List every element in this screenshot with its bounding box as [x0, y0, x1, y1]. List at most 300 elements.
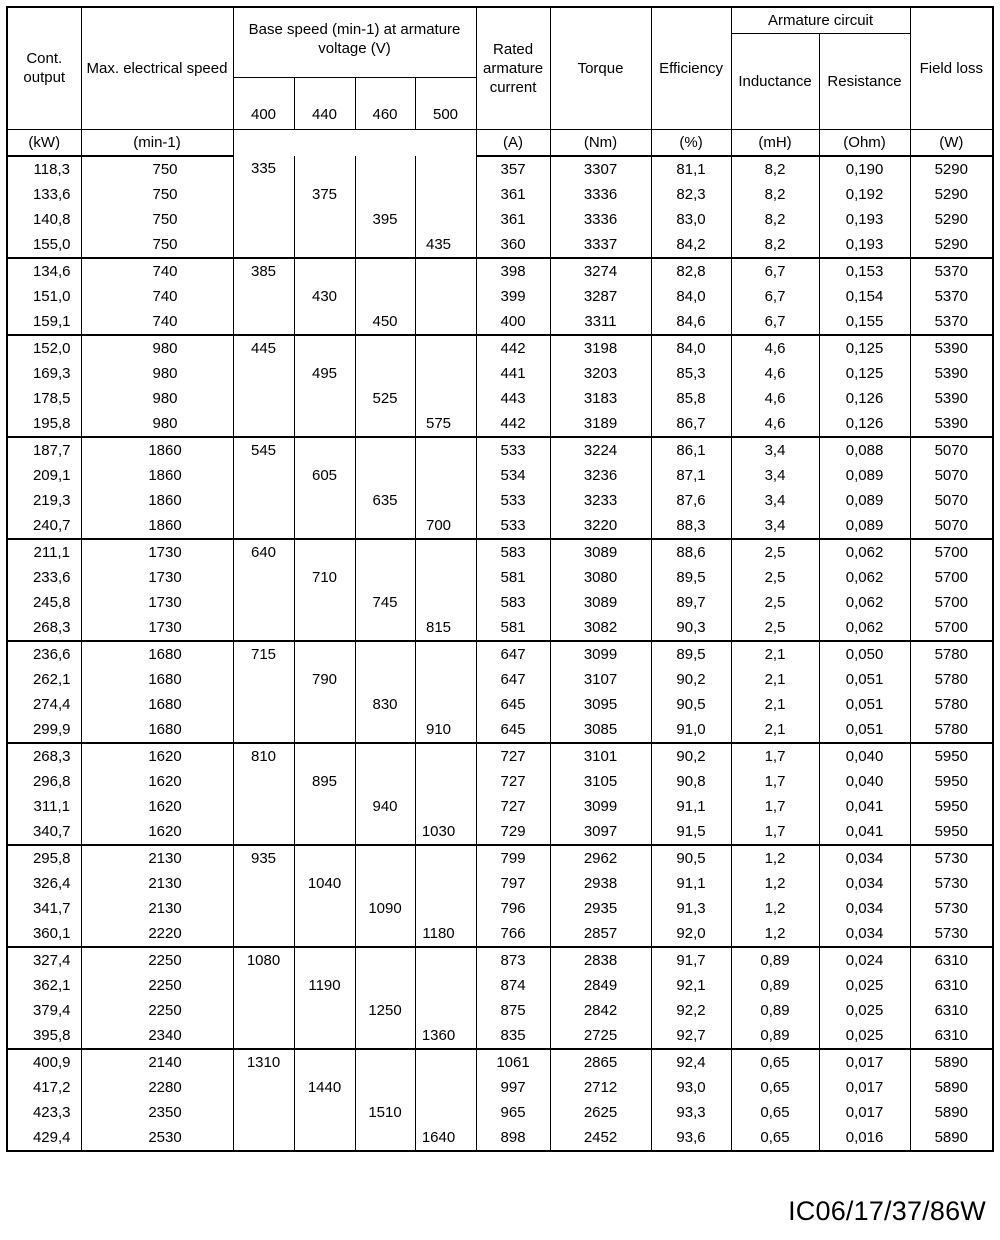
cell-resistance: 0,089	[819, 463, 910, 488]
cell-inductance: 1,7	[731, 743, 819, 769]
cell-efficiency: 92,0	[651, 921, 731, 947]
cell-rated-current: 874	[476, 973, 550, 998]
cell-cont-output: 262,1	[7, 667, 81, 692]
cell-resistance: 0,040	[819, 769, 910, 794]
header-rated-current: Rated armature current	[476, 7, 550, 129]
cell-field-loss: 5290	[910, 232, 993, 258]
cell-inductance: 6,7	[731, 309, 819, 335]
cell-max-speed: 2220	[81, 921, 233, 947]
cell-efficiency: 91,5	[651, 819, 731, 845]
cell-resistance: 0,153	[819, 258, 910, 284]
cell-rated-current: 647	[476, 641, 550, 667]
cell-rated-current: 727	[476, 743, 550, 769]
cell-speed-400v	[233, 667, 294, 692]
cell-resistance: 0,017	[819, 1075, 910, 1100]
cell-resistance: 0,125	[819, 335, 910, 361]
header-armature-circuit: Armature circuit	[731, 7, 910, 33]
cell-field-loss: 5370	[910, 309, 993, 335]
cell-torque: 3099	[550, 641, 651, 667]
cell-inductance: 2,1	[731, 667, 819, 692]
cell-max-speed: 1860	[81, 463, 233, 488]
cell-max-speed: 1620	[81, 769, 233, 794]
cell-field-loss: 5780	[910, 692, 993, 717]
cell-speed-440v: 430	[294, 284, 355, 309]
cell-speed-460v	[355, 667, 415, 692]
cell-max-speed: 2140	[81, 1049, 233, 1075]
cell-speed-400v	[233, 207, 294, 232]
cell-cont-output: 340,7	[7, 819, 81, 845]
cell-inductance: 2,5	[731, 590, 819, 615]
cell-rated-current: 875	[476, 998, 550, 1023]
table-row	[7, 232, 993, 258]
cell-efficiency: 91,1	[651, 871, 731, 896]
cell-speed-440v	[294, 819, 355, 845]
cell-speed-400v: 1080	[233, 947, 294, 973]
cell-max-speed: 2340	[81, 1023, 233, 1049]
cell-torque: 3337	[550, 232, 651, 258]
cell-cont-output: 152,0	[7, 335, 81, 361]
cell-speed-460v	[355, 284, 415, 309]
cell-cont-output: 268,3	[7, 615, 81, 641]
cell-speed-500v	[415, 1100, 476, 1125]
cell-torque: 3336	[550, 207, 651, 232]
cell-torque: 2935	[550, 896, 651, 921]
cell-inductance: 2,1	[731, 641, 819, 667]
cell-resistance: 0,041	[819, 819, 910, 845]
motor-spec-table	[6, 6, 994, 1152]
cell-max-speed: 750	[81, 156, 233, 182]
cell-inductance: 2,5	[731, 565, 819, 590]
cell-speed-440v	[294, 794, 355, 819]
cell-resistance: 0,154	[819, 284, 910, 309]
cell-efficiency: 93,6	[651, 1125, 731, 1151]
cell-rated-current: 443	[476, 386, 550, 411]
cell-cont-output: 360,1	[7, 921, 81, 947]
table-row	[7, 437, 993, 463]
cell-speed-440v	[294, 207, 355, 232]
cell-field-loss: 5390	[910, 411, 993, 437]
cell-speed-460v	[355, 156, 415, 182]
table-row	[7, 819, 993, 845]
cell-resistance: 0,040	[819, 743, 910, 769]
cell-rated-current: 533	[476, 437, 550, 463]
cell-inductance: 3,4	[731, 437, 819, 463]
cell-speed-400v	[233, 361, 294, 386]
cell-efficiency: 85,3	[651, 361, 731, 386]
cell-speed-500v	[415, 769, 476, 794]
cell-rated-current: 583	[476, 590, 550, 615]
table-row	[7, 667, 993, 692]
header-voltage-440: 440	[294, 77, 355, 129]
cell-speed-460v: 830	[355, 692, 415, 717]
cell-max-speed: 1730	[81, 590, 233, 615]
cell-speed-440v: 1040	[294, 871, 355, 896]
cell-efficiency: 93,0	[651, 1075, 731, 1100]
cell-inductance: 3,4	[731, 463, 819, 488]
cell-cont-output: 155,0	[7, 232, 81, 258]
cell-speed-400v	[233, 615, 294, 641]
cell-speed-500v	[415, 1049, 476, 1075]
cell-cont-output: 219,3	[7, 488, 81, 513]
table-row	[7, 488, 993, 513]
cell-inductance: 6,7	[731, 258, 819, 284]
cell-speed-400v	[233, 921, 294, 947]
cell-speed-440v	[294, 1125, 355, 1151]
cell-resistance: 0,024	[819, 947, 910, 973]
cell-speed-400v	[233, 386, 294, 411]
cell-speed-460v	[355, 539, 415, 565]
cell-field-loss: 5780	[910, 641, 993, 667]
cell-cont-output: 151,0	[7, 284, 81, 309]
cell-speed-460v	[355, 819, 415, 845]
table-row	[7, 1075, 993, 1100]
cell-field-loss: 5890	[910, 1049, 993, 1075]
cell-rated-current: 581	[476, 565, 550, 590]
header-voltage-500: 500	[415, 77, 476, 129]
cell-resistance: 0,016	[819, 1125, 910, 1151]
cell-resistance: 0,034	[819, 845, 910, 871]
cell-speed-440v	[294, 488, 355, 513]
cell-speed-440v	[294, 692, 355, 717]
cell-speed-460v: 1510	[355, 1100, 415, 1125]
cell-resistance: 0,089	[819, 488, 910, 513]
cell-speed-440v	[294, 258, 355, 284]
cell-speed-500v: 910	[415, 717, 476, 743]
cell-cont-output: 429,4	[7, 1125, 81, 1151]
cell-torque: 2962	[550, 845, 651, 871]
cell-speed-400v	[233, 284, 294, 309]
cell-inductance: 1,7	[731, 819, 819, 845]
cell-resistance: 0,051	[819, 717, 910, 743]
cell-speed-440v	[294, 1100, 355, 1125]
cell-speed-460v	[355, 258, 415, 284]
cell-inductance: 8,2	[731, 207, 819, 232]
cell-torque: 3101	[550, 743, 651, 769]
cell-max-speed: 750	[81, 182, 233, 207]
cell-efficiency: 83,0	[651, 207, 731, 232]
cell-torque: 3220	[550, 513, 651, 539]
cell-speed-440v: 605	[294, 463, 355, 488]
cell-speed-440v: 790	[294, 667, 355, 692]
cell-efficiency: 86,1	[651, 437, 731, 463]
cell-speed-500v	[415, 667, 476, 692]
cell-speed-500v: 1640	[415, 1125, 476, 1151]
cell-efficiency: 92,1	[651, 973, 731, 998]
cell-rated-current: 797	[476, 871, 550, 896]
cell-resistance: 0,155	[819, 309, 910, 335]
cell-max-speed: 1860	[81, 513, 233, 539]
cell-rated-current: 533	[476, 488, 550, 513]
table-row	[7, 590, 993, 615]
cell-efficiency: 91,3	[651, 896, 731, 921]
table-row	[7, 947, 993, 973]
cell-speed-460v	[355, 565, 415, 590]
cell-speed-460v	[355, 947, 415, 973]
cell-speed-400v	[233, 998, 294, 1023]
cell-speed-440v	[294, 717, 355, 743]
header-inductance: Inductance	[731, 33, 819, 129]
cell-resistance: 0,062	[819, 615, 910, 641]
cell-torque: 3089	[550, 590, 651, 615]
cell-resistance: 0,126	[819, 411, 910, 437]
cell-rated-current: 441	[476, 361, 550, 386]
cell-rated-current: 873	[476, 947, 550, 973]
cell-field-loss: 6310	[910, 1023, 993, 1049]
table-row	[7, 717, 993, 743]
cell-field-loss: 5290	[910, 207, 993, 232]
cell-speed-440v	[294, 615, 355, 641]
cell-speed-500v	[415, 590, 476, 615]
cell-rated-current: 727	[476, 769, 550, 794]
cell-rated-current: 400	[476, 309, 550, 335]
cell-resistance: 0,192	[819, 182, 910, 207]
cell-speed-500v	[415, 1075, 476, 1100]
cell-speed-440v	[294, 921, 355, 947]
cell-max-speed: 1730	[81, 565, 233, 590]
cell-speed-460v	[355, 1075, 415, 1100]
cell-speed-460v: 940	[355, 794, 415, 819]
cell-speed-400v	[233, 1100, 294, 1125]
cell-max-speed: 2280	[81, 1075, 233, 1100]
cell-efficiency: 88,6	[651, 539, 731, 565]
table-row	[7, 921, 993, 947]
cell-max-speed: 2130	[81, 896, 233, 921]
cell-speed-440v	[294, 743, 355, 769]
table-row	[7, 156, 993, 182]
cell-speed-500v: 1030	[415, 819, 476, 845]
cell-rated-current: 399	[476, 284, 550, 309]
cell-resistance: 0,025	[819, 998, 910, 1023]
cell-speed-500v	[415, 845, 476, 871]
cell-efficiency: 84,6	[651, 309, 731, 335]
cell-inductance: 1,2	[731, 896, 819, 921]
cell-rated-current: 442	[476, 411, 550, 437]
cell-speed-440v	[294, 947, 355, 973]
cell-cont-output: 118,3	[7, 156, 81, 182]
cell-speed-460v	[355, 513, 415, 539]
cell-rated-current: 357	[476, 156, 550, 182]
cell-cont-output: 140,8	[7, 207, 81, 232]
header-voltage-460: 460	[355, 77, 415, 129]
header-max-speed: Max. electrical speed	[81, 7, 233, 129]
cell-efficiency: 85,8	[651, 386, 731, 411]
document-code: IC06/17/37/86W	[788, 1196, 986, 1226]
cell-speed-440v: 495	[294, 361, 355, 386]
cell-cont-output: 296,8	[7, 769, 81, 794]
cell-cont-output: 178,5	[7, 386, 81, 411]
cell-speed-460v: 1250	[355, 998, 415, 1023]
cell-speed-440v	[294, 513, 355, 539]
cell-resistance: 0,017	[819, 1100, 910, 1125]
cell-torque: 3183	[550, 386, 651, 411]
table-row	[7, 794, 993, 819]
cell-field-loss: 5730	[910, 871, 993, 896]
cell-efficiency: 90,5	[651, 845, 731, 871]
cell-speed-500v: 700	[415, 513, 476, 539]
cell-speed-440v: 375	[294, 182, 355, 207]
cell-efficiency: 90,2	[651, 667, 731, 692]
cell-max-speed: 980	[81, 335, 233, 361]
table-row	[7, 335, 993, 361]
table-row	[7, 386, 993, 411]
unit-rated-current: (A)	[476, 129, 550, 156]
cell-field-loss: 5890	[910, 1075, 993, 1100]
cell-max-speed: 2530	[81, 1125, 233, 1151]
table-row	[7, 361, 993, 386]
cell-speed-500v	[415, 207, 476, 232]
cell-resistance: 0,051	[819, 667, 910, 692]
cell-torque: 3099	[550, 794, 651, 819]
header-base-speed-group: Base speed (min-1) at armature voltage (V)	[233, 7, 476, 77]
cell-efficiency: 90,5	[651, 692, 731, 717]
cell-field-loss: 5950	[910, 769, 993, 794]
cell-speed-500v	[415, 743, 476, 769]
header-efficiency: Efficiency	[651, 7, 731, 129]
cell-torque: 3080	[550, 565, 651, 590]
cell-max-speed: 2250	[81, 973, 233, 998]
table-row	[7, 998, 993, 1023]
cell-inductance: 2,1	[731, 717, 819, 743]
unit-resistance: (Ohm)	[819, 129, 910, 156]
table-row	[7, 1100, 993, 1125]
table-row	[7, 539, 993, 565]
cell-torque: 3336	[550, 182, 651, 207]
cell-resistance: 0,062	[819, 590, 910, 615]
cell-field-loss: 5700	[910, 590, 993, 615]
cell-field-loss: 6310	[910, 998, 993, 1023]
cell-inductance: 1,7	[731, 794, 819, 819]
cell-inductance: 6,7	[731, 284, 819, 309]
cell-speed-400v	[233, 819, 294, 845]
cell-speed-460v	[355, 232, 415, 258]
cell-efficiency: 92,4	[651, 1049, 731, 1075]
cell-speed-500v	[415, 258, 476, 284]
cell-cont-output: 362,1	[7, 973, 81, 998]
cell-speed-500v	[415, 947, 476, 973]
cell-efficiency: 87,6	[651, 488, 731, 513]
cell-speed-400v: 445	[233, 335, 294, 361]
cell-speed-400v	[233, 871, 294, 896]
cell-speed-400v	[233, 565, 294, 590]
cell-cont-output: 295,8	[7, 845, 81, 871]
cell-torque: 3287	[550, 284, 651, 309]
cell-inductance: 1,7	[731, 769, 819, 794]
cell-max-speed: 1620	[81, 794, 233, 819]
cell-speed-440v	[294, 156, 355, 182]
cell-speed-500v	[415, 896, 476, 921]
cell-inductance: 4,6	[731, 361, 819, 386]
unit-efficiency: (%)	[651, 129, 731, 156]
cell-torque: 3189	[550, 411, 651, 437]
cell-efficiency: 88,3	[651, 513, 731, 539]
cell-speed-400v	[233, 513, 294, 539]
cell-speed-500v	[415, 361, 476, 386]
cell-max-speed: 1730	[81, 539, 233, 565]
cell-max-speed: 740	[81, 309, 233, 335]
cell-max-speed: 980	[81, 361, 233, 386]
cell-speed-500v	[415, 437, 476, 463]
cell-resistance: 0,034	[819, 871, 910, 896]
cell-max-speed: 750	[81, 232, 233, 258]
cell-speed-500v	[415, 871, 476, 896]
cell-speed-440v	[294, 386, 355, 411]
cell-field-loss: 6310	[910, 973, 993, 998]
cell-speed-440v	[294, 437, 355, 463]
cell-speed-400v	[233, 1075, 294, 1100]
cell-field-loss: 5890	[910, 1125, 993, 1151]
cell-resistance: 0,050	[819, 641, 910, 667]
cell-speed-500v	[415, 309, 476, 335]
cell-efficiency: 93,3	[651, 1100, 731, 1125]
cell-torque: 2712	[550, 1075, 651, 1100]
cell-inductance: 8,2	[731, 232, 819, 258]
cell-torque: 3307	[550, 156, 651, 182]
cell-cont-output: 423,3	[7, 1100, 81, 1125]
cell-field-loss: 5700	[910, 565, 993, 590]
cell-rated-current: 766	[476, 921, 550, 947]
cell-rated-current: 835	[476, 1023, 550, 1049]
cell-torque: 2725	[550, 1023, 651, 1049]
cell-max-speed: 1680	[81, 717, 233, 743]
cell-speed-400v	[233, 717, 294, 743]
cell-efficiency: 90,2	[651, 743, 731, 769]
cell-resistance: 0,125	[819, 361, 910, 386]
cell-field-loss: 5730	[910, 896, 993, 921]
table-row	[7, 896, 993, 921]
cell-efficiency: 91,1	[651, 794, 731, 819]
cell-speed-460v: 745	[355, 590, 415, 615]
cell-torque: 3203	[550, 361, 651, 386]
cell-max-speed: 750	[81, 207, 233, 232]
cell-efficiency: 89,5	[651, 565, 731, 590]
cell-cont-output: 341,7	[7, 896, 81, 921]
cell-cont-output: 195,8	[7, 411, 81, 437]
cell-speed-400v	[233, 488, 294, 513]
cell-speed-460v	[355, 717, 415, 743]
cell-field-loss: 5070	[910, 513, 993, 539]
cell-cont-output: 240,7	[7, 513, 81, 539]
cell-speed-500v: 1180	[415, 921, 476, 947]
cell-speed-440v	[294, 539, 355, 565]
cell-speed-460v: 1090	[355, 896, 415, 921]
cell-speed-400v: 715	[233, 641, 294, 667]
table-body	[7, 156, 993, 1151]
cell-resistance: 0,088	[819, 437, 910, 463]
cell-speed-500v	[415, 488, 476, 513]
cell-resistance: 0,193	[819, 207, 910, 232]
cell-cont-output: 311,1	[7, 794, 81, 819]
cell-torque: 3274	[550, 258, 651, 284]
cell-speed-440v	[294, 411, 355, 437]
cell-resistance: 0,190	[819, 156, 910, 182]
cell-inductance: 3,4	[731, 488, 819, 513]
cell-rated-current: 796	[476, 896, 550, 921]
cell-efficiency: 90,8	[651, 769, 731, 794]
cell-torque: 2842	[550, 998, 651, 1023]
cell-speed-500v	[415, 182, 476, 207]
cell-speed-460v	[355, 1125, 415, 1151]
cell-field-loss: 5390	[910, 361, 993, 386]
cell-efficiency: 91,0	[651, 717, 731, 743]
cell-rated-current: 361	[476, 182, 550, 207]
cell-speed-400v	[233, 590, 294, 615]
cell-inductance: 0,65	[731, 1049, 819, 1075]
cell-speed-440v: 895	[294, 769, 355, 794]
cell-field-loss: 5370	[910, 284, 993, 309]
cell-speed-460v: 635	[355, 488, 415, 513]
table-row	[7, 973, 993, 998]
cell-speed-460v	[355, 973, 415, 998]
